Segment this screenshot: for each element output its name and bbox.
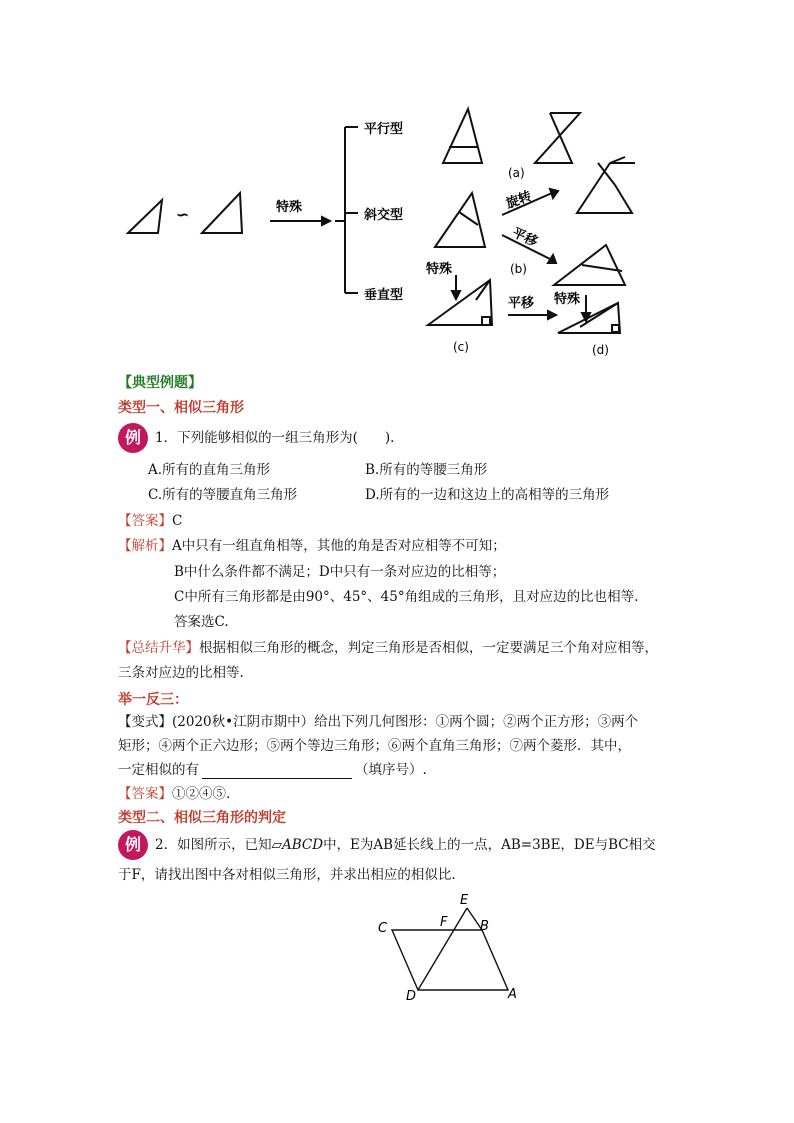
triangle-1 (128, 200, 162, 233)
label-translate-2: 平移 (508, 296, 535, 311)
q1-stem: 1．下列能够相似的一组三角形为( ). (155, 430, 395, 446)
figure-b-translated (554, 245, 625, 285)
example-badge-2: 例 (118, 830, 148, 860)
point-f: F (440, 915, 448, 930)
similar-symbol: ∽ (176, 205, 190, 224)
parallelogram-figure (370, 890, 530, 1005)
variant-text-3b: （填序号）. (355, 762, 427, 778)
summary-tag: 【总结升华】 (118, 640, 199, 656)
q1-analysis-3: C中所有三角形都是由90°、45°、45°角组成的三角形，且对应边的比也相等. (174, 589, 639, 605)
variant-text-3a: 一定相似的有 (118, 762, 199, 778)
variant-tag: 【变式】 (118, 714, 172, 730)
label-vertical-type: 垂直型 (364, 288, 404, 303)
label-translate: 平移 (509, 225, 540, 251)
q2-line-1 (155, 836, 656, 854)
figure-a-hourglass (535, 113, 580, 163)
variant-text-1: (2020秋•江阴市期中）给出下列几何图形：①两个圆；②两个正方形；③两个 (172, 714, 639, 730)
q1-answer-line (118, 512, 182, 530)
q2-text-1a: 2．如图所示，已知 (155, 837, 272, 853)
typical-examples-heading: 【典型例题】 (118, 375, 202, 391)
label-special-2: 特殊 (426, 262, 453, 277)
variant-heading: 举一反三： (118, 692, 188, 708)
q1-answer: C (172, 513, 183, 529)
answer-tag: 【答案】 (118, 513, 172, 529)
point-e: E (460, 893, 469, 908)
q1-summary-1: 根据相似三角形的概念，判定三角形是否相似，一定要满足三个角对应相等， (199, 640, 658, 656)
similarity-overview-diagram (110, 105, 650, 360)
label-b: (b) (510, 262, 527, 276)
label-c: (c) (453, 340, 469, 354)
q1-summary-2: 三条对应边的比相等. (118, 665, 244, 681)
type1-heading: 类型一、相似三角形 (118, 400, 244, 416)
variant-line-1 (118, 713, 638, 731)
label-a: (a) (508, 166, 525, 180)
figure-b-rotated (577, 157, 632, 213)
q1-analysis-2: B中什么条件都不满足；D中只有一条对应边的比相等； (174, 564, 506, 580)
example-badge-1: 例 (118, 423, 148, 453)
q2-text-1b: 中，E为AB延长线上的一点，AB=3BE，DE与BC相交 (323, 837, 656, 853)
variant-answer-tag: 【答案】 (118, 786, 172, 802)
variant-answer-line (118, 785, 230, 803)
point-d: D (406, 989, 417, 1004)
q1-analysis-4: 答案选C. (174, 614, 229, 630)
analysis-tag: 【解析】 (118, 538, 172, 554)
q1-analysis-line-1 (118, 537, 506, 555)
label-oblique-type: 斜交型 (364, 208, 404, 223)
q1-option-d: D.所有的一边和这边上的高相等的三角形 (365, 487, 610, 503)
point-b: B (480, 919, 489, 934)
variant-line-3 (118, 761, 427, 779)
figure-a-triangle (443, 109, 482, 163)
label-special: 特殊 (276, 200, 303, 215)
q1-summary-line-1 (118, 639, 658, 657)
answer-blank[interactable] (202, 764, 352, 779)
point-a: A (508, 987, 517, 1002)
label-special-3: 特殊 (554, 292, 581, 307)
triangle-2 (202, 193, 242, 233)
label-d: (d) (592, 343, 609, 357)
variant-text-2: 矩形；④两个正六边形；⑤两个等边三角形；⑥两个直角三角形；⑦两个菱形．其中， (118, 738, 631, 754)
q1-option-b: B.所有的等腰三角形 (365, 462, 488, 478)
q1-option-c: C.所有的等腰直角三角形 (148, 487, 298, 503)
variant-answer: ①②④⑤. (172, 786, 231, 802)
label-rotate: 旋转 (504, 188, 534, 212)
figure-b-triangle (435, 193, 485, 247)
q2-parallelogram: ▱ABCD (271, 837, 324, 853)
label-parallel-type: 平行型 (364, 122, 404, 137)
q1-analysis-1: A中只有一组直角相等，其他的角是否对应相等不可知； (172, 538, 506, 554)
type2-heading: 类型二、相似三角形的判定 (118, 810, 286, 826)
q1-option-a: A.所有的直角三角形 (148, 462, 271, 478)
q2-text-2: 于F，请找出图中各对相似三角形，并求出相应的相似比. (118, 867, 456, 883)
parallelogram-abcd (392, 930, 508, 990)
point-c: C (378, 921, 388, 936)
